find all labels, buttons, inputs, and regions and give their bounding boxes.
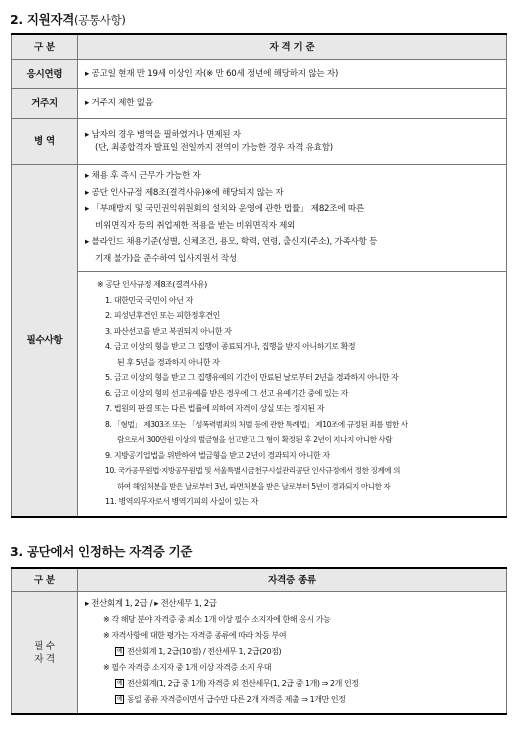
list-item: 5. 금고 이상의 형을 받고 그 집행유예의 기간이 만료된 날로부터 2년을 경과하지 아니한 자 — [105, 373, 399, 382]
list-item: 4. 금고 이상의 형을 받고 그 집행이 종료되거나, 집행을 받지 아니하기로 확정 — [105, 342, 356, 351]
box-mark: 예 — [116, 648, 123, 655]
header-criteria: 자 격 기 준 — [78, 34, 507, 60]
list-item: 1. 대한민국 국민이 아닌 자 — [105, 295, 193, 305]
list-item: 8. 「형법」 제303조 또는 「성폭력범죄의 처벌 등에 관한 특례법」 제10조에 규정된 죄를 범한 사 — [105, 419, 408, 429]
row-text-residence: ▸ 거주지 제한 없음 — [78, 89, 507, 119]
list-item: 7. 법원의 판결 또는 다른 법률에 의하여 자격이 상실 또는 정지된 자 — [105, 404, 324, 413]
row-label-required-cert: 필 수 자 격 — [12, 592, 78, 715]
list-item: 하여 해임처분을 받은 날로부터 3년, 파면처분을 받은 날로부터 5년이 경과되지 아니한 자 — [117, 481, 391, 491]
list-item: 예 전산회계 1, 2급(10점) / 전산세무 1, 2급(20점) — [116, 647, 282, 656]
table-row — [12, 272, 507, 517]
list-item: 9. 지방공기업법을 위반하여 벌금형을 받고 2년이 경과되지 아니한 자 — [105, 450, 330, 460]
row-text-military: ▸ 남자의 경우 병역을 필하였거나 면제된 자 (단, 최종합격자 발표일 전일까지 전역이 가능한 경우 자격 유효함) — [78, 119, 507, 165]
table-row — [12, 165, 507, 272]
list-item: 3. 파산선고를 받고 복권되지 아니한 자 — [105, 326, 232, 336]
row-label-required: 필수사항 — [12, 165, 78, 517]
qualification-table-header — [12, 34, 507, 60]
note-title: ※ 공단 인사규정 제8조(결격사유) — [97, 280, 207, 289]
table-row — [12, 592, 507, 715]
certificate-table — [11, 567, 507, 715]
certificate-table-header — [12, 568, 507, 592]
certificate-details — [78, 592, 507, 715]
list-item: 비위면직자 등의 취업제한 적용을 받는 비위면직자 제외 — [95, 220, 296, 231]
header-category: 구 분 — [12, 34, 78, 60]
qualification-table — [11, 33, 507, 518]
list-item: ▸ 「부패방지 및 국민권익위원회의 설치와 운영에 관한 법률」 제82조에 따른 — [85, 204, 364, 214]
header-certificate-type: 자격증 종류 — [78, 568, 507, 592]
box-mark: 예 — [116, 696, 123, 703]
list-item: 예 전산회계(1, 2급 중 1개) 자격증 외 전산세무(1, 2급 중 1개) ⇒ 2개 인정 — [116, 679, 359, 688]
section2-subtitle: (공통사항) — [74, 13, 126, 27]
box-mark: 예 — [116, 680, 123, 687]
list-item: 11. 병역의무자로서 병역기피의 사실이 있는 자 — [105, 497, 258, 506]
list-item: ▸ 블라인드 채용기준(성별, 신체조건, 용모, 학력, 연령, 출신지(주소), 가족사항 등 — [85, 237, 378, 247]
table-row — [12, 60, 507, 89]
list-item: ▸ 공단 인사규정 제8조(결격사유)※에 해당되지 않는 자 — [85, 187, 284, 198]
list-item: ※ 각 해당 분야 자격증 중 최소 1개 이상 필수 소지자에 한해 응시 가능 — [103, 615, 331, 624]
section3-title: 3. 공단에서 인정하는 자격증 기준 — [10, 544, 193, 559]
section2-title: 2. 지원자격(공통사항) — [10, 12, 126, 27]
list-item: 된 후 5년을 경과하지 아니한 자 — [117, 357, 220, 367]
row-label-age: 응시연령 — [12, 60, 78, 89]
certificate-main: ▸ 전산회계 1, 2급 / ▸ 전산세무 1, 2급 — [85, 599, 217, 609]
required-items — [78, 165, 507, 272]
list-item: ※ 자격사항에 대한 평가는 자격증 종류에 따라 차등 부여 — [103, 631, 287, 640]
list-item: ※ 필수 자격증 소지자 중 1개 이상 자격증 소지 우대 — [103, 663, 272, 672]
list-item: 10. 국가공무원법·지방공무원법 및 서울특별시금천구시설관리공단 인사규정에서 정한 징계에 의 — [105, 466, 400, 475]
row-label-military: 병 역 — [12, 119, 78, 165]
list-item: 2. 피성년후견인 또는 피한정후견인 — [105, 311, 220, 320]
list-item: 람으로서 300만원 이상의 벌금형을 선고받고 그 형이 확정된 후 2년이 지나지 아니한 사람 — [117, 435, 393, 444]
header-category: 구 분 — [12, 568, 78, 592]
row-text-age: ▸ 공고일 현재 만 19세 이상인 자(※ 만 60세 정년에 해당하지 않는 자) — [78, 60, 507, 89]
table-row — [12, 89, 507, 119]
list-item: ▸ 채용 후 즉시 근무가 가능한 자 — [85, 171, 201, 181]
list-item: 기재 불가)을 준수하여 입사지원서 작성 — [95, 253, 237, 264]
list-item: 6. 금고 이상의 형의 선고유예를 받은 경우에 그 선고 유예기간 중에 있는 자 — [105, 388, 348, 398]
disqualification-notes — [78, 272, 507, 517]
list-item: 예 동일 종류 자격증이면서 급수만 다른 2개 자격증 제출 ⇒ 1개만 인정 — [116, 695, 346, 704]
row-label-residence: 거주지 — [12, 89, 78, 119]
table-row — [12, 119, 507, 165]
